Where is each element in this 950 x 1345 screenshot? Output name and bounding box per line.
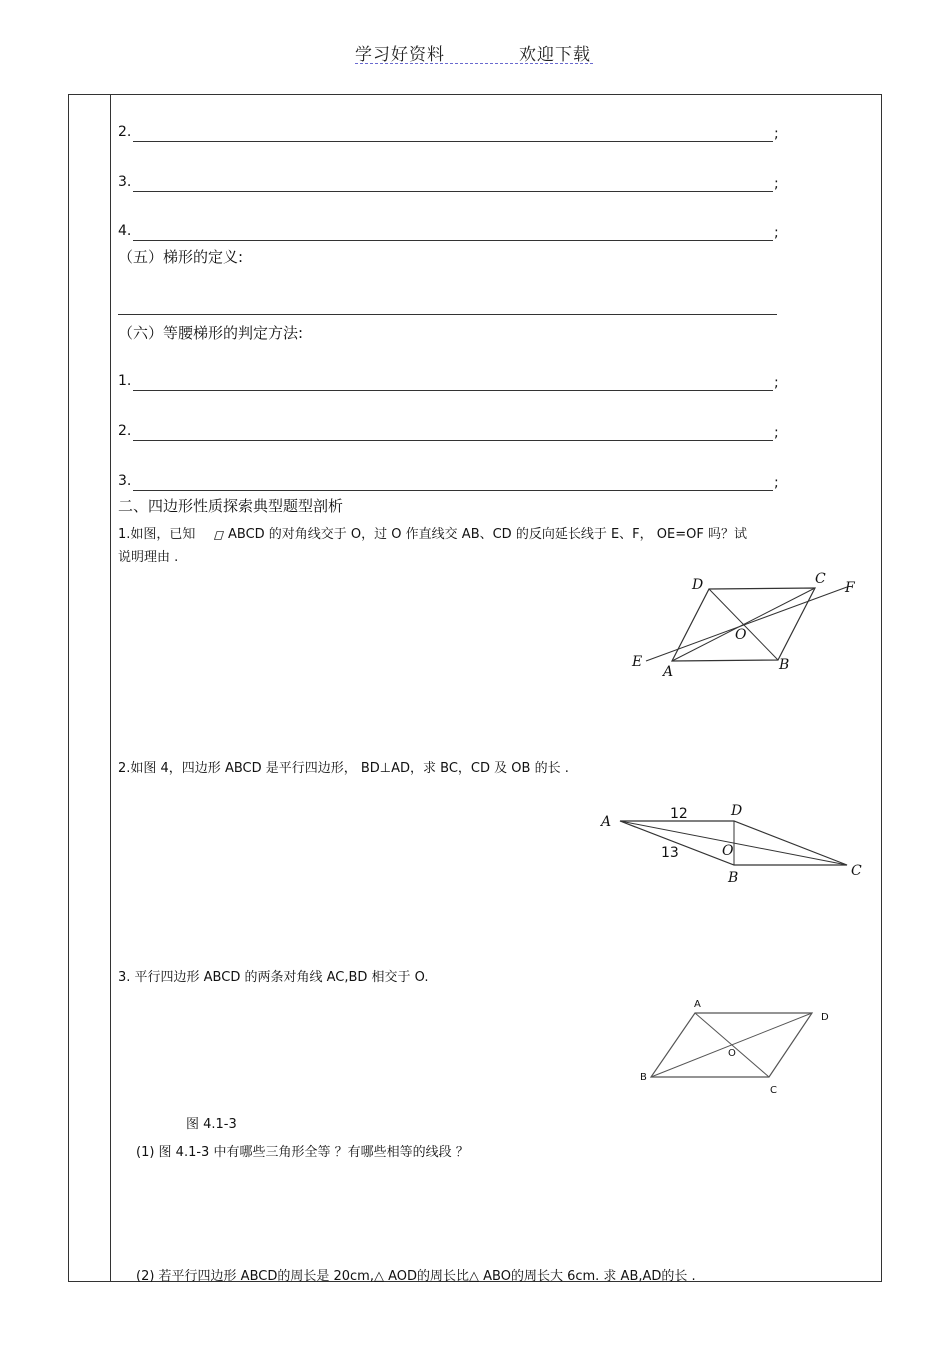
section6-item-num: 3. xyxy=(118,473,132,489)
section5-title: （五）梯形的定义: xyxy=(118,248,244,266)
q2-label-d: D xyxy=(731,803,743,819)
q3-label-c: C xyxy=(770,1085,777,1095)
blank-a-end: ; xyxy=(774,176,779,192)
q1-diagonal-ca xyxy=(672,588,815,661)
q3-caption: 图 4.1-3 xyxy=(186,1117,237,1132)
q3-diagonal-bd xyxy=(651,1013,812,1077)
section6-item-end: ; xyxy=(774,475,779,491)
parallelogram-symbol-icon xyxy=(214,525,224,534)
header-left: 学习好资料 xyxy=(355,45,445,65)
q2-length-ad: 12 xyxy=(670,806,688,822)
blank-a-line[interactable] xyxy=(133,191,773,192)
section6-title: （六）等腰梯形的判定方法: xyxy=(118,324,304,342)
section6-item-end: ; xyxy=(774,425,779,441)
q1-label-b: B xyxy=(779,657,790,673)
header-right: 欢迎下载 xyxy=(519,45,591,65)
q2-length-ab: 13 xyxy=(661,845,679,861)
q2-label-a: A xyxy=(601,814,612,830)
q1-label-o: O xyxy=(735,627,747,643)
section6-item-line[interactable] xyxy=(133,490,773,491)
q1-label-d: D xyxy=(692,577,704,593)
q1-label-f: F xyxy=(845,580,855,596)
blank-a-line[interactable] xyxy=(133,141,773,142)
q3-label-b: B xyxy=(640,1072,647,1083)
blank-a-num: 3. xyxy=(118,174,132,190)
q3-text: 3. 平行四边形 ABCD 的两条对角线 AC,BD 相交于 O. xyxy=(118,970,429,985)
q3-figure xyxy=(630,995,840,1095)
q3-label-a: A xyxy=(694,999,701,1010)
blank-a-line[interactable] xyxy=(133,240,773,241)
section6-item-num: 1. xyxy=(118,373,132,389)
q1-text-start: 1.如图，已知 xyxy=(118,527,196,542)
blank-a-end: ; xyxy=(774,225,779,241)
q1-text-main: ABCD 的对角线交于 O，过 O 作直线交 AB、CD 的反向延长线于 E、F， OE=OF 吗？试 xyxy=(228,527,747,542)
q1-label-e: E xyxy=(632,654,643,670)
q1-label-c: C xyxy=(815,571,826,587)
blank-a-num: 4. xyxy=(118,223,132,239)
header-dashed-underline xyxy=(355,63,593,64)
q1-text-end: 说明理由 . xyxy=(118,550,179,565)
section6-item-line[interactable] xyxy=(133,440,773,441)
q1-line-ef xyxy=(646,587,847,661)
part2-title: 二、四边形性质探索典型题型剖析 xyxy=(118,497,344,515)
q2-label-b: B xyxy=(728,870,739,886)
content-table xyxy=(68,94,882,1282)
section6-item-num: 2. xyxy=(118,423,132,439)
q3-label-o: O xyxy=(728,1048,736,1059)
q2-label-o: O xyxy=(722,843,734,859)
blank-a-end: ; xyxy=(774,126,779,142)
q2-text: 2.如图 4，四边形 ABCD 是平行四边形， BD⊥AD，求 BC，CD 及 OB 的长 . xyxy=(118,761,569,776)
section5-answer-line[interactable] xyxy=(118,314,777,315)
q2-label-c: C xyxy=(851,863,862,879)
blank-a-num: 2. xyxy=(118,124,132,140)
q2-figure xyxy=(595,797,870,892)
table-column-divider xyxy=(110,94,111,1282)
q3-sub1: (1) 图 4.1-3 中有哪些三角形全等 ？有哪些相等的线段 ？ xyxy=(136,1145,469,1160)
q3-label-d: D xyxy=(821,1012,829,1023)
q1-label-a: A xyxy=(663,664,674,680)
section6-item-line[interactable] xyxy=(133,390,773,391)
section6-item-end: ; xyxy=(774,375,779,391)
q1-figure xyxy=(625,568,870,683)
q3-sub2: (2) 若平行四边形 ABCD的周长是 20cm,△ AOD的周长比△ ABO的周长大 6cm. 求 AB,AD的长 . xyxy=(136,1269,696,1284)
